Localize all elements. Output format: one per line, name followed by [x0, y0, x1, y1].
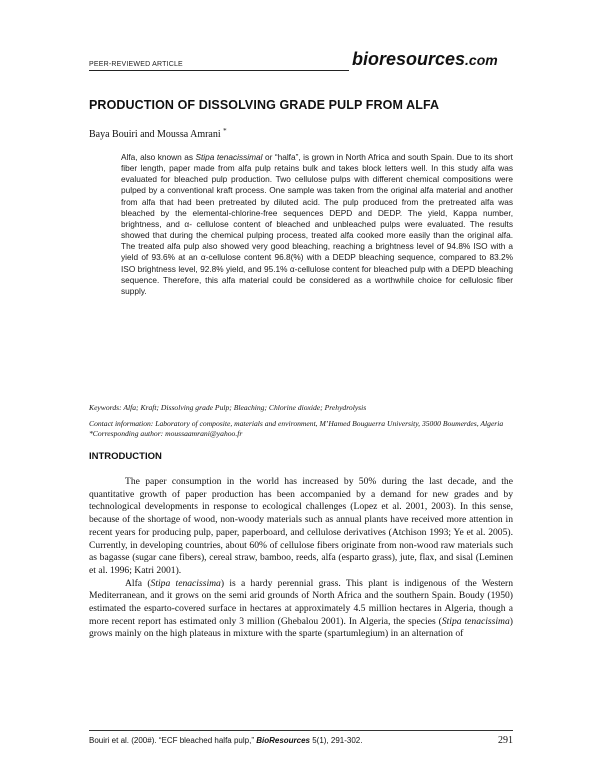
page-number: 291: [498, 735, 513, 746]
p2-species-a: Stipa tenacissima: [150, 577, 221, 589]
brand-name: bioresources: [352, 49, 466, 69]
footer-rule: [89, 730, 513, 731]
keywords: Keywords: Alfa; Kraft; Dissolving grade Pulp; Bleaching; Chlorine dioxide; Prehydrolysis: [89, 403, 367, 412]
header-rule: [89, 70, 349, 71]
p2-text-e: ) grows mainly on the high plateaus in mixture with the sparte (spartumlegium) in an alternation of: [89, 615, 513, 640]
author-names: Baya Bouiri and Moussa Amrani: [89, 129, 221, 140]
paragraph-1: The paper consumption in the world has increased by 50% during the last decade, and the quantitative growth of paper production has been accompanied by a demand for new grades and by technological developments in response to ecological challenges (Lopez et al. 2001, 2003). In this sense, because of the shortage of wood, non-woody materials such as annual plants have received more attention in recent years for producing pulp, paper, paperboard, and cellulose derivatives (Atchison 1993; Ye et al. 2005). Currently, in developing countries, about 60% of cellulose fibers originate from non-wood raw materials such as bagasse (sugar cane fibers), cereal straw, bamboo, reeds, alfa (esparto grass), jute, flax, and sisal (Leminen et al. 1996; Katri 2001).: [89, 476, 513, 576]
introduction-heading: INTRODUCTION: [89, 451, 162, 462]
brand-suffix: .com: [465, 52, 498, 68]
introduction-body: [89, 476, 513, 641]
corresponding-mark: *: [223, 127, 227, 135]
p2-text-a: Alfa (: [125, 577, 151, 589]
contact-information: Contact information: Laboratory of composite, materials and environment, M’Hamed Bouguerra University, 35000 Boumerdes, Algeria: [89, 419, 504, 428]
abstract-intro: Alfa, also known as: [121, 152, 196, 162]
corresponding-author: *Corresponding author: moussaamrani@yahoo.fr: [89, 429, 243, 438]
abstract: [121, 152, 513, 297]
author-line: [89, 127, 227, 140]
citation-prefix: Bouiri et al. (200#). “ECF bleached halfa pulp,”: [89, 736, 257, 745]
contact-block: [89, 419, 513, 439]
footer-citation: [89, 736, 362, 745]
article-title: PRODUCTION OF DISSOLVING GRADE PULP FROM ALFA: [89, 98, 440, 112]
paragraph-2: [89, 578, 513, 642]
journal-brand[interactable]: [352, 49, 498, 70]
abstract-rest: or “halfa”, is grown in North Africa and south Spain. Due to its short fiber length, paper made from alfa pulp retains bulk and takes block letters well. In this study alfa was evaluated for bleached pulp production. Two cellulose pulps with different chemical compositions were pulped by a conventional kraft process. One sample was taken from the original alfa material and another from alfa that had been pretreated by diluted acid. The pulp produced from the pretreated alfa was bleached by the elemental-chlorine-free sequences DEPD and DEDP. The yield, Kappa number, brightness, and α- cellulose content of bleached and unbleached pulps were evaluated. The results showed that during the chemical pulping process, treated alfa cooked more easily than the original alfa. The treated alfa pulp also showed very good bleaching, reaching a brightness level of 94.8% ISO with a yield of 93.6% at an α-cellulose content 96.8(%) with a DEDP bleaching sequence, compared to 83.2% ISO brightness level, 92.8% yield, and 95.1% α-cellulose content for bleached pulp with a DEPD bleaching sequence. Therefore, this alfa material could be considered as a worthwhile choice for cellulosic fiber supply.: [121, 152, 513, 296]
abstract-species: Stipa tenacissimal: [195, 152, 263, 162]
p2-text-c: ) is a hardy perennial grass. This plant is indigenous of the Western Mediterranean, and it grows on the semi arid grounds of North Africa and the southern Spain. Boudy (1950) estimated the esparto-covered surface in hectares at approximately 4.5 million hectares in Algeria, though a more recent report has estimated only 3 million (Ghebalou 2001). In Algeria, the species (: [89, 577, 514, 627]
p2-species-b: Stipa tenacissima: [441, 615, 510, 627]
citation-suffix: 5(1), 291-302.: [310, 736, 363, 745]
section-label: PEER-REVIEWED ARTICLE: [89, 61, 183, 68]
citation-journal: BioResources: [256, 736, 310, 745]
